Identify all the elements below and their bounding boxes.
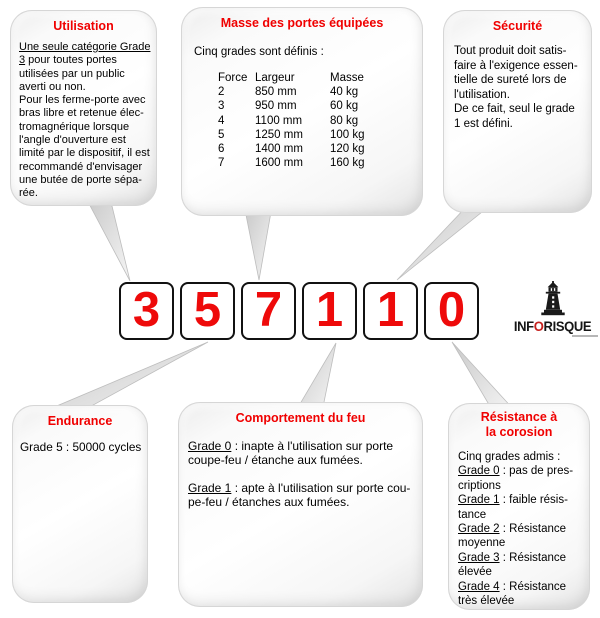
text-line: tance: [458, 508, 487, 521]
text-line: moyenne: [458, 537, 506, 550]
table-cell: 100 kg: [330, 128, 365, 141]
table-row: [218, 99, 423, 113]
code-digit-5: 1: [363, 282, 418, 340]
text-line: Une seule catégorie Grade: [19, 41, 151, 53]
text-line: l'angle d'ouverture est: [19, 134, 126, 147]
text-line: rée.: [19, 187, 38, 200]
table-cell: 60 kg: [330, 100, 359, 113]
code-digit-4: 1: [302, 282, 357, 340]
table-cell: 40 kg: [330, 86, 359, 99]
table-cell: 6: [218, 143, 225, 156]
code-digit-3: 7: [241, 282, 296, 340]
table-cell: 1100 mm: [255, 114, 303, 127]
text-line: bras libre et retenue élec-: [19, 107, 144, 120]
table-cell: 950 mm: [255, 100, 297, 113]
code-digit-2: 5: [180, 282, 235, 340]
callout-masse-title: Masse des portes équipées: [220, 16, 384, 30]
text-line: 3 pour toutes portes: [19, 54, 117, 67]
code-digit-6: 0: [424, 282, 479, 340]
text-line: Tout produit doit satis-: [454, 45, 567, 57]
logo-red-o: O: [533, 318, 544, 334]
callout-feu-text: [178, 426, 423, 509]
tail-feu: [297, 343, 336, 409]
text-line: Grade 3 : Résistance: [458, 551, 567, 564]
text-line: très élevée: [458, 595, 515, 608]
text-line: Grade 0 : pas de pres-: [458, 465, 574, 478]
callout-endurance-text: [12, 429, 148, 454]
logo-tagline: [572, 335, 598, 337]
table-header: Largeur: [255, 72, 295, 84]
table-cell: 7: [218, 157, 225, 170]
table-cell: 160 kg: [330, 157, 365, 170]
table-cell: 5: [218, 128, 225, 141]
text-line: coupe-feu / étanche aux fumées.: [188, 453, 363, 467]
classification-code: [119, 282, 479, 340]
table-header: Force: [218, 72, 248, 84]
table-row: [218, 85, 423, 99]
text-line: Cinq grades admis :: [458, 451, 561, 463]
text-line: tromagnérique lorsque: [19, 120, 130, 133]
text-line: élevée: [458, 566, 492, 579]
title-line: la corosion: [485, 425, 553, 439]
text-line: une butée de porte sépa-: [19, 173, 142, 186]
text-line: Grade 1 : apte à l'utilisation sur porte cou-: [188, 481, 411, 495]
text-line: tielle de sureté lors de: [454, 74, 567, 87]
text-line: averti ou non.: [19, 80, 86, 93]
callout-corrosion-title: [448, 410, 590, 440]
text-line: limité par le dispositif, il est: [19, 147, 150, 160]
text-line: Grade 0 : inapte à l'utilisation sur porte: [188, 439, 394, 453]
lighthouse-icon: [537, 281, 569, 317]
callout-utilisation: [10, 10, 157, 206]
callout-corrosion: [448, 403, 590, 610]
text-line: [188, 467, 417, 481]
callout-feu: [178, 402, 423, 607]
title-line: Résistance à: [480, 410, 558, 424]
text-line: utilisées par un public: [19, 67, 125, 80]
table-row: [218, 142, 423, 156]
text-line: criptions: [458, 479, 501, 492]
masse-table: [218, 71, 423, 170]
table-cell: 4: [218, 114, 225, 127]
table-header: Masse: [330, 72, 364, 84]
callout-masse-intro: Cinq grades sont définis :: [194, 46, 324, 58]
callout-endurance: [12, 405, 148, 603]
table-cell: 1250 mm: [255, 128, 303, 141]
table-cell: 3: [218, 100, 225, 113]
table-row: [218, 128, 423, 142]
callout-securite: [443, 10, 592, 213]
code-digit-1: 3: [119, 282, 174, 340]
tail-masse: [245, 210, 271, 280]
tail-corrosion: [452, 342, 515, 411]
callout-utilisation-title: Utilisation: [53, 19, 114, 33]
callout-masse: [181, 7, 423, 216]
text-line: 1 est défini.: [454, 117, 513, 130]
callout-feu-title: Comportement du feu: [235, 411, 366, 425]
text-line: Grade 4 : Résistance: [458, 580, 567, 593]
text-line: faire à l'exigence essen-: [454, 59, 578, 72]
text-line: pe-feu / étanches aux fumées.: [188, 495, 350, 509]
text-line: De ce fait, seul le grade: [454, 103, 575, 116]
table-cell: 2: [218, 86, 225, 99]
text-line: l'utilisation.: [454, 88, 510, 101]
table-header-row: [218, 71, 423, 85]
table-row: [218, 156, 423, 170]
text-line: recommandé d'envisager: [19, 160, 143, 173]
table-cell: 120 kg: [330, 143, 365, 156]
tail-securite: [397, 204, 492, 280]
table-row: [218, 114, 423, 128]
text-line: Grade 2 : Résistance: [458, 523, 567, 536]
inforisque-logo: [505, 281, 600, 337]
table-cell: 850 mm: [255, 86, 297, 99]
table-cell: 1600 mm: [255, 157, 303, 170]
inforisque-wordmark: INFORISQUE: [513, 318, 592, 334]
callout-securite-text: [443, 34, 592, 132]
callout-endurance-title: Endurance: [47, 414, 113, 428]
table-cell: 80 kg: [330, 114, 359, 127]
tail-utilisation: [86, 198, 130, 281]
table-cell: 1400 mm: [255, 143, 303, 156]
callout-securite-title: Sécurité: [492, 19, 543, 33]
text-line: Grade 1 : faible résis-: [458, 494, 568, 507]
callout-utilisation-text: [10, 34, 157, 201]
text-line: Grade 5 : 50000 cycles: [20, 440, 142, 454]
text-line: Pour les ferme-porte avec: [19, 94, 146, 107]
callout-corrosion-text: [448, 440, 590, 608]
